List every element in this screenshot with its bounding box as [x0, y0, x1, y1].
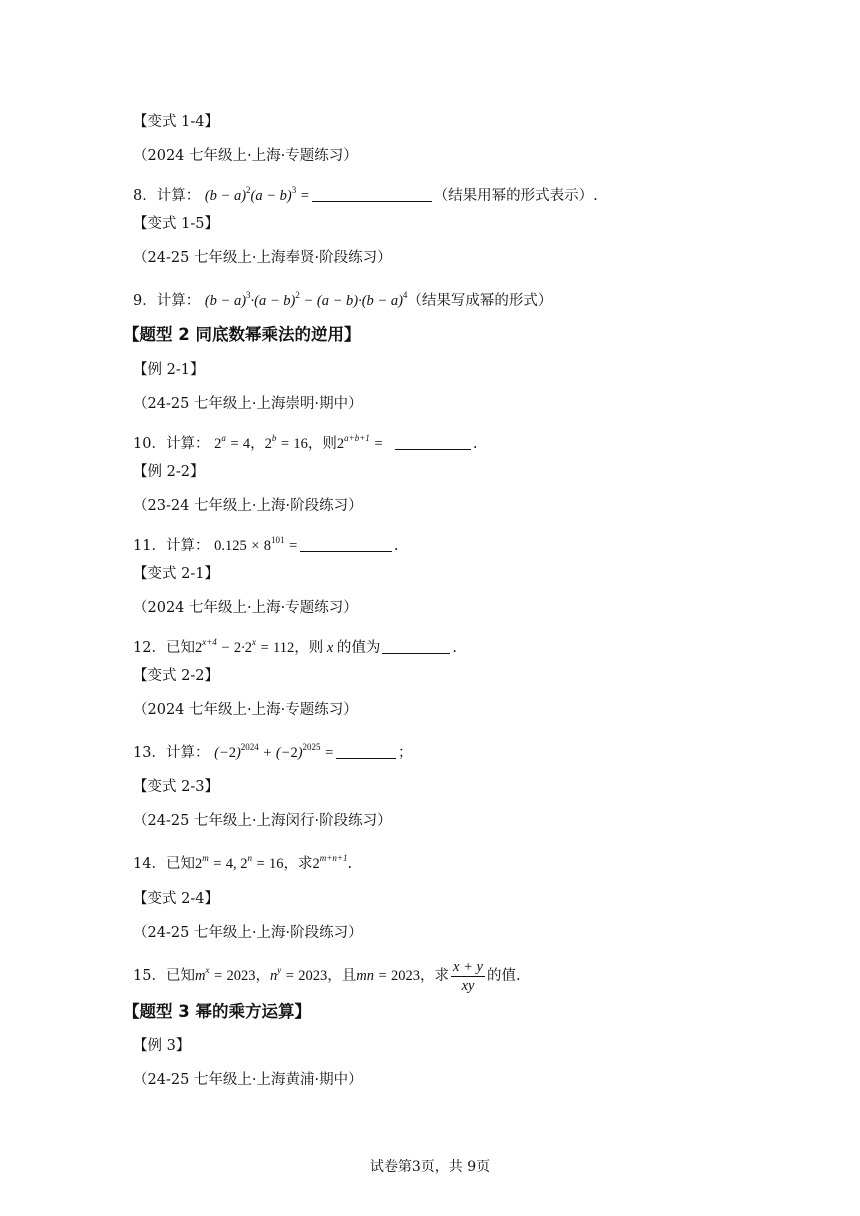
- q8-answer-blank[interactable]: [312, 187, 432, 202]
- variant-2-2-source: （2024 七年级上·上海·专题练习）: [133, 702, 358, 718]
- q10-answer-blank[interactable]: [395, 435, 471, 450]
- variant-2-4-source: （24-25 七年级上·上海·阶段练习）: [133, 925, 363, 941]
- q9-expression: $(b - a)^3\cdot(a - b)^2 - (a - b)\cdot(b - a)^4$: [204, 290, 408, 309]
- page-footer: 试卷第3页，共 9页: [369, 1159, 491, 1175]
- question-13: 13．计算： $(-2)^{2024} + (-2)^{2025}$ = ；: [133, 742, 413, 761]
- variant-1-5-label: 【变式 1-5】: [133, 216, 219, 232]
- q11-answer-blank[interactable]: [300, 537, 392, 552]
- question-9: 9．计算： $(b - a)^3\cdot(a - b)^2 - (a - b)\cdot(b - a)^4$（结果写成幂的形式）: [133, 290, 553, 309]
- example-2-1-label: 【例 2-1】: [133, 362, 205, 378]
- variant-2-1-source: （2024 七年级上·上海·专题练习）: [133, 600, 358, 616]
- variant-2-1-label: 【变式 2-1】: [133, 566, 219, 582]
- q8-expression: $(b - a)^2(a - b)^3$ =: [204, 185, 310, 204]
- question-15: 15．已知$m^x = 2023$，$n^y = 2023$，且mn = 2023，求 $\frac{x + y}{xy}$ 的值.: [133, 958, 521, 994]
- topic-3-heading: 【题型 3 幂的乘方运算】: [123, 1002, 311, 1021]
- variant-2-3-source: （24-25 七年级上·上海闵行·阶段练习）: [133, 813, 392, 829]
- variant-1-4-label: 【变式 1-4】: [133, 114, 219, 130]
- example-2-1-source: （24-25 七年级上·上海崇明·期中）: [133, 396, 363, 412]
- variant-2-4-label: 【变式 2-4】: [133, 891, 219, 907]
- variant-2-2-label: 【变式 2-2】: [133, 668, 219, 684]
- question-12: 12．已知$2^{x+4} - 2\cdot 2^x = 112$，则 x 的值为 .: [133, 637, 458, 656]
- variant-1-4-source: （2024 七年级上·上海·专题练习）: [133, 148, 358, 164]
- question-14: 14．已知$2^m = 4$, $2^n = 16$，求$2^{m+n+1}$.: [133, 853, 353, 872]
- variant-1-5-source: （24-25 七年级上·上海奉贤·阶段练习）: [133, 250, 392, 266]
- example-2-2-source: （23-24 七年级上·上海·阶段练习）: [133, 498, 363, 514]
- example-3-source: （24-25 七年级上·上海黄浦·期中）: [133, 1072, 363, 1088]
- q13-answer-blank[interactable]: [336, 744, 396, 759]
- example-2-2-label: 【例 2-2】: [133, 464, 205, 480]
- question-8: 8．计算： $(b - a)^2(a - b)^3$ = （结果用幂的形式表示）.: [133, 185, 598, 204]
- topic-2-heading: 【题型 2 同底数幂乘法的逆用】: [123, 325, 361, 344]
- variant-2-3-label: 【变式 2-3】: [133, 779, 219, 795]
- q15-fraction: $\frac{x + y}{xy}$: [453, 958, 483, 994]
- question-11: 11．计算： $0.125 \times 8^{101}$ = .: [133, 535, 399, 554]
- example-3-label: 【例 3】: [133, 1038, 191, 1054]
- question-10: 10．计算： $2^a = 4$，$2^b = 16$，则$2^{a+b+1}$ = .: [133, 433, 478, 452]
- q12-answer-blank[interactable]: [382, 639, 450, 654]
